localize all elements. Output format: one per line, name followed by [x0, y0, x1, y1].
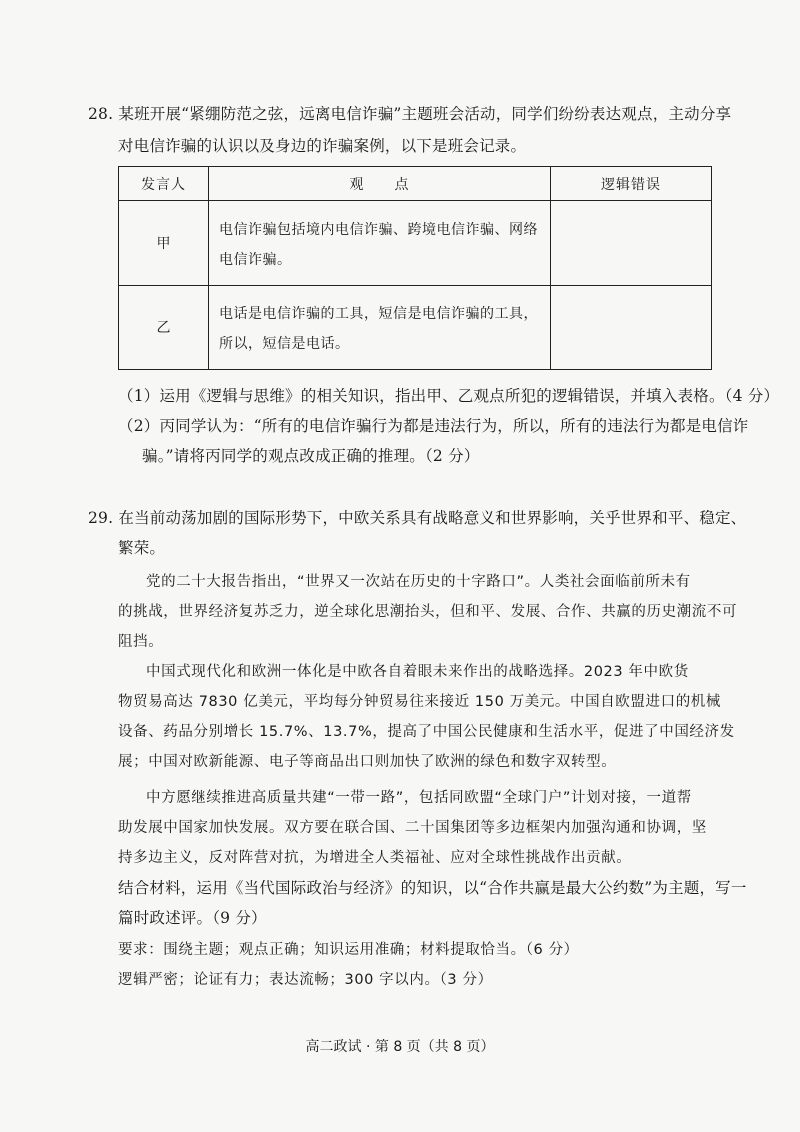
q29-material-p2-line2: 物贸易高达 7830 亿美元，平均每分钟贸易往来接近 150 万美元。中国自欧盟进口的机械	[118, 694, 722, 710]
q29-requirement-1: 要求：围绕主题；观点正确；知识运用准确；材料提取恰当。（6 分）	[118, 942, 579, 958]
q29-stem-line1: 29. 在当前动荡加剧的国际形势下，中欧关系具有战略意义和世界影响，关乎世界和平、稳定、	[88, 509, 747, 527]
view-line: 所以，短信是电话。	[219, 336, 350, 353]
q28-subquestion-2-line2: 骗。”请将丙同学的观点改成正确的推理。（2 分）	[142, 447, 480, 465]
q29-material-p1-line2: 的挑战，世界经济复苏乏力，逆全球化思潮抬头，但和平、发展、合作、共赢的历史潮流不可	[118, 604, 738, 620]
logic-error-answer-cell[interactable]	[551, 201, 712, 286]
speaker-cell: 甲	[119, 201, 209, 286]
q28-subquestion-2-line1: （2）丙同学认为：“所有的电信诈骗行为都是违法行为，所以，所有的违法行为都是电信诈	[118, 417, 749, 435]
table-row	[119, 201, 712, 286]
q29-material-p2-line4: 展；中国对欧新能源、电子等商品出口则加快了欧洲的绿色和数字双转型。	[118, 754, 617, 770]
q29-task-line2: 篇时政述评。（9 分）	[118, 909, 267, 927]
q29-material-p3-line1: 中方愿继续推进高质量共建“一带一路”，包括同欧盟“全球门户”计划对接，一道帮	[146, 790, 692, 806]
q29-material-p2-line3: 设备、药品分别增长 15.7%、13.7%，提高了中国公民健康和生活水平，促进了中国经济发	[118, 724, 735, 740]
q28-stem-line2: 对电信诈骗的认识以及身边的诈骗案例，以下是班会记录。	[118, 137, 527, 155]
speaker-cell: 乙	[119, 285, 209, 370]
view-line: 电信诈骗包括境内电信诈骗、跨境电信诈骗、网络	[219, 221, 538, 238]
logic-error-answer-cell[interactable]	[551, 285, 712, 370]
page-footer: 高二政试 · 第 8 页（共 8 页）	[305, 1039, 495, 1055]
q29-material-p1-line1: 党的二十大报告指出，“世界又一次站在历史的十字路口”。人类社会面临前所未有	[146, 574, 691, 590]
view-line: 电话是电信诈骗的工具，短信是电信诈骗的工具，	[219, 306, 538, 323]
view-cell	[209, 201, 551, 286]
q29-material-p1-line3: 阻挡。	[118, 634, 164, 650]
q29-requirement-2: 逻辑严密；论证有力；表达流畅；300 字以内。（3 分）	[118, 972, 493, 988]
q28-record-table	[118, 166, 712, 370]
view-cell	[209, 285, 551, 370]
q29-task-line1: 结合材料，运用《当代国际政治与经济》的知识，以“合作共赢是最大公约数”为主题，写一	[118, 879, 747, 897]
q29-material-p2-line1: 中国式现代化和欧洲一体化是中欧各自着眼未来作出的战略选择。2023 年中欧货	[146, 664, 689, 680]
view-line: 电信诈骗。	[219, 251, 292, 268]
header-view: 观 点	[209, 167, 551, 201]
header-speaker: 发言人	[119, 167, 209, 201]
q29-material-p3-line2: 助发展中国家加快发展。双方要在联合国、二十国集团等多边框架内加强沟通和协调，坚	[118, 820, 707, 836]
table-row	[119, 285, 712, 370]
q28-subquestion-1: （1）运用《逻辑与思维》的相关知识，指出甲、乙观点所犯的逻辑错误，并填入表格。（4 分）	[118, 387, 780, 405]
table-header-row	[119, 167, 712, 201]
q29-material-p3-line3: 持多边主义，反对阵营对抗，为增进全人类福祉、应对全球性挑战作出贡献。	[118, 850, 632, 866]
q28-stem-line1: 28. 某班开展“紧绷防范之弦，远离电信诈骗”主题班会活动，同学们纷纷表达观点，主动分享	[88, 105, 732, 123]
q29-stem-line2: 繁荣。	[118, 539, 166, 557]
header-logic-error: 逻辑错误	[551, 167, 712, 201]
